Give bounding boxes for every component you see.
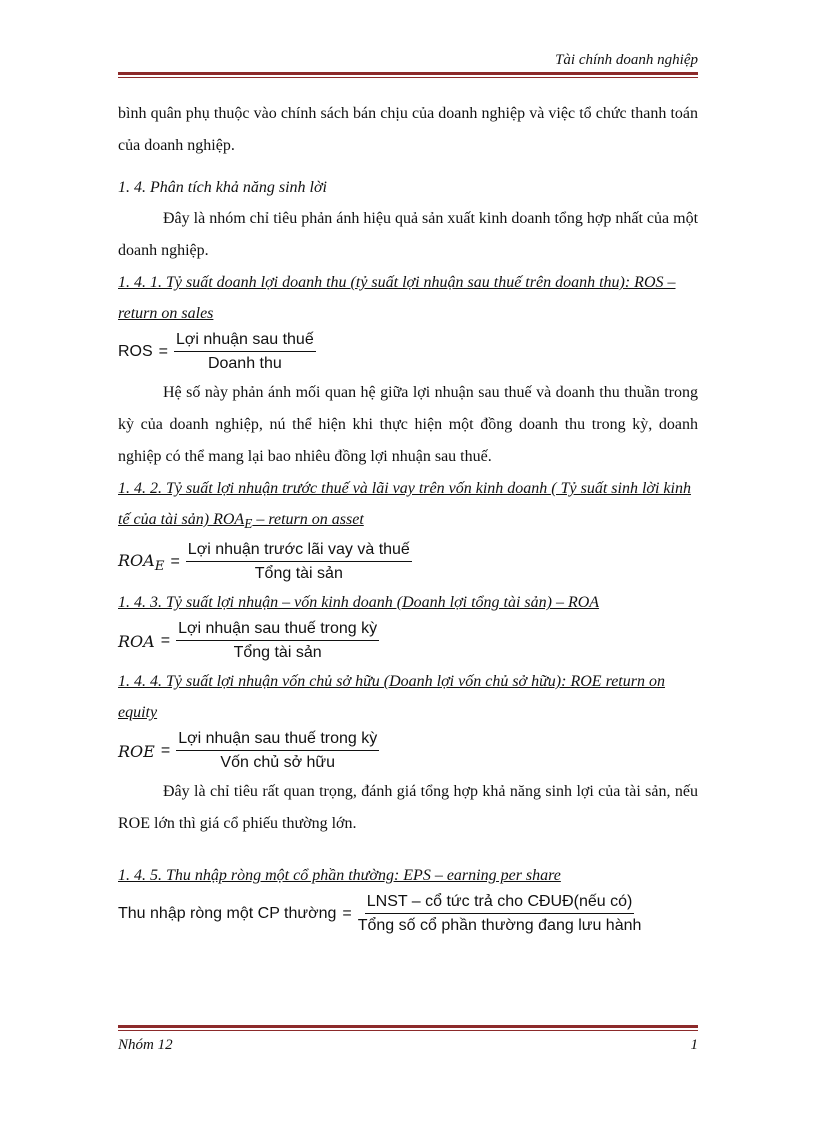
denominator: Tổng số cổ phần thường đang lưu hành	[357, 917, 642, 935]
intro-paragraph: bình quân phụ thuộc vào chính sách bán chịu của doanh nghiệp và việc tổ chức thanh toán của doanh nghiệp.	[118, 105, 698, 154]
fraction	[176, 620, 379, 662]
numerator: Lợi nhuận sau thuế	[174, 331, 316, 352]
formula-lhs: ROA	[118, 631, 155, 651]
heading-1-4-3: 1. 4. 3. Tỷ suất lợi nhuận – vốn kinh doanh (Doanh lợi tổng tài sản) – ROA	[118, 594, 600, 612]
denominator: Vốn chủ sở hữu	[220, 754, 336, 772]
fraction	[358, 893, 642, 935]
numerator: Lợi nhuận sau thuế trong kỳ	[176, 730, 379, 751]
eps-formula	[118, 893, 698, 935]
heading-subscript: E	[244, 516, 253, 532]
formula-lhs: Thu nhập ròng một CP thường	[118, 905, 337, 923]
numerator: Lợi nhuận trước lãi vay và thuế	[186, 541, 412, 562]
fraction	[174, 331, 316, 373]
heading-1-4-1: 1. 4. 1. Tỷ suất doanh lợi doanh thu (tỷ suất lợi nhuận sau thuế trên doanh thu): ROS – return on sales	[118, 274, 676, 322]
section-heading-1-4: 1. 4. Phân tích khả năng sinh lời	[118, 179, 327, 196]
section-1-4-paragraph: Đây là nhóm chỉ tiêu phản ánh hiệu quả sản xuất kinh doanh tổng hợp nhất của một doanh nghiệp.	[118, 210, 699, 259]
footer-group: Nhóm 12	[118, 1037, 173, 1053]
header-rule	[118, 72, 698, 78]
denominator: Doanh thu	[207, 355, 282, 372]
footer-rule	[118, 1025, 698, 1031]
roe-paragraph: Đây là chỉ tiêu rất quan trọng, đánh giá tổng hợp khả năng sinh lợi của tài sản, nếu ROE lớn thì giá cổ phiếu thường lớn.	[118, 783, 698, 833]
numerator: LNST – cổ tức trả cho CĐUĐ(nếu có)	[365, 893, 635, 914]
roa-formula	[118, 620, 698, 662]
heading-1-4-2-text: 1. 4. 2. Tỷ suất lợi nhuận trước thuế và lãi vay trên vốn kinh doanh ( Tỷ suất sinh lời kinh tế của tài sản) ROA	[118, 480, 691, 528]
heading-1-4-2-suffix: – return on asset	[252, 511, 364, 528]
fraction	[186, 541, 412, 583]
roe-formula	[118, 730, 698, 772]
equals-sign: =	[342, 905, 352, 923]
fraction	[176, 730, 379, 772]
page-body	[118, 98, 698, 939]
formula-lhs-text: ROA	[118, 550, 155, 570]
heading-1-4-2	[118, 473, 698, 539]
equals-sign: =	[158, 343, 169, 360]
denominator: Tổng tài sản	[254, 565, 343, 583]
heading-1-4-4: 1. 4. 4. Tỷ suất lợi nhuận vốn chủ sở hữu (Doanh lợi vốn chủ sở hữu): ROE return on equity	[118, 673, 665, 722]
running-header: Tài chính doanh nghiệp	[555, 52, 698, 68]
formula-lhs: ROS	[118, 343, 153, 360]
formula-lhs	[118, 551, 164, 574]
formula-lhs: ROE	[118, 741, 155, 761]
ros-paragraph: Hệ số này phản ánh mối quan hệ giữa lợi nhuận sau thuế và doanh thu thuần trong kỳ của doanh nghiệp, nú thể hiện khi thực hiện một đồng doanh thu trong kỳ, doanh nghiệp có thể mang lại bao nhiêu đồng lợi nhuận sau thuế.	[118, 384, 698, 465]
numerator: Lợi nhuận sau thuế trong kỳ	[176, 620, 379, 641]
heading-1-4-5: 1. 4. 5. Thu nhập ròng một cổ phần thường: EPS – earning per share	[118, 867, 561, 885]
ros-formula	[118, 331, 698, 373]
formula-lhs-subscript: E	[154, 558, 165, 574]
equals-sign: =	[170, 553, 180, 571]
roae-formula	[118, 541, 698, 583]
equals-sign: =	[160, 742, 171, 760]
denominator: Tổng tài sản	[233, 644, 322, 662]
equals-sign: =	[160, 632, 171, 650]
page-number: 1	[690, 1037, 698, 1053]
